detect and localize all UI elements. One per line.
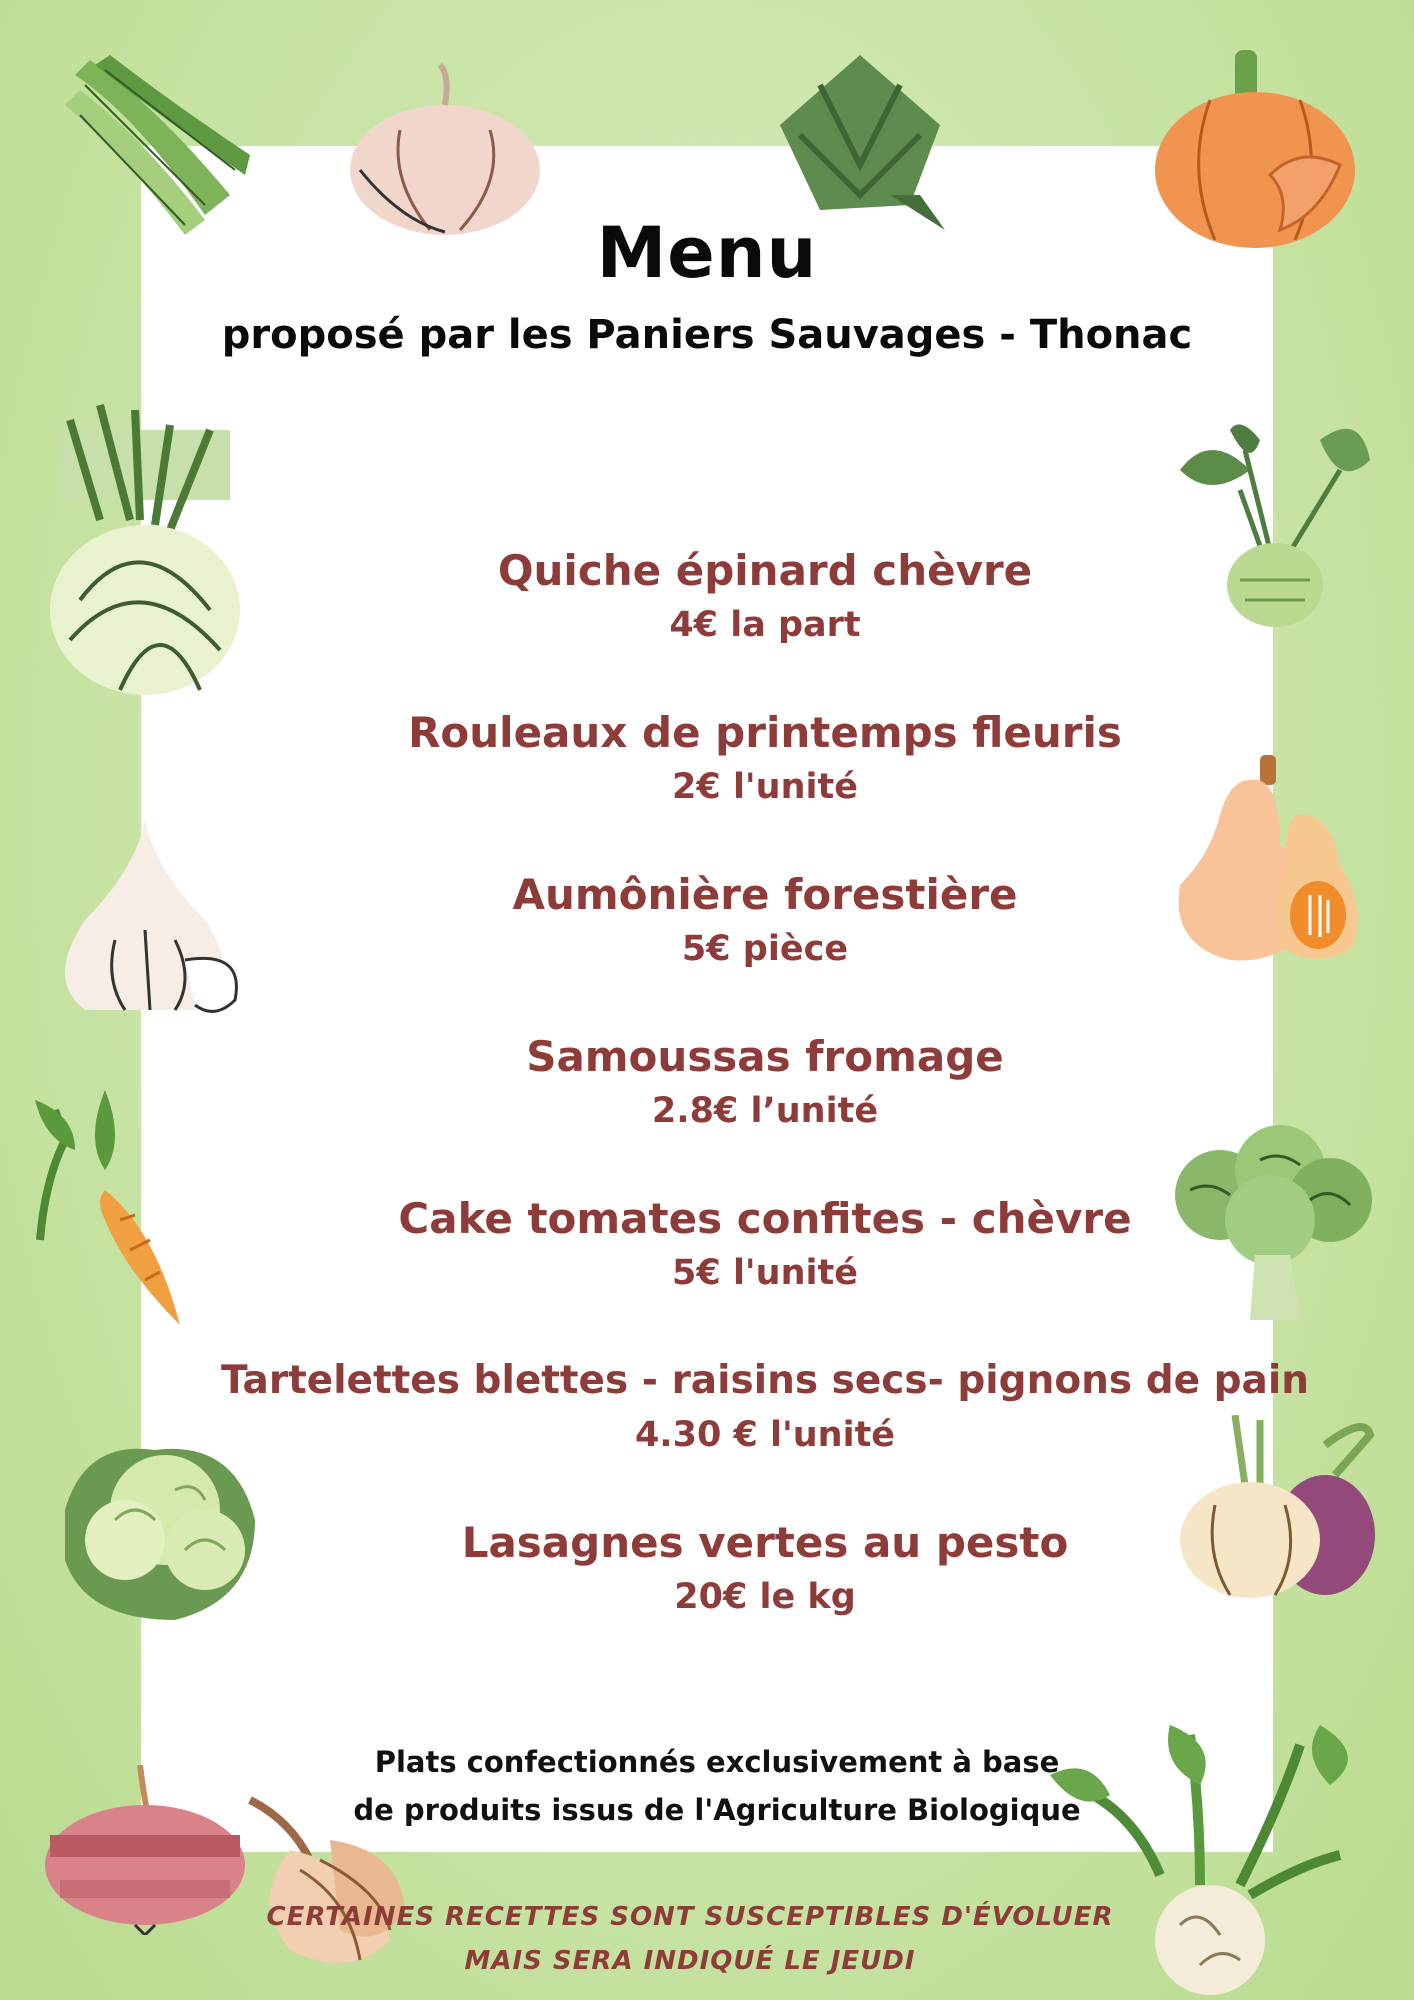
- menu-item-name: Samoussas fromage: [526, 1032, 1004, 1081]
- menu-item-price: 20€ le kg: [674, 1577, 856, 1617]
- page-title: Menu: [596, 212, 818, 294]
- menu-item: [200, 1029, 1330, 1191]
- disclaimer-line1: CERTAINES RECETTES SONT SUSCEPTIBLES D'ÉVOLUER: [266, 1902, 1114, 1932]
- menu-item: [200, 867, 1330, 1029]
- menu-list: [200, 543, 1330, 1677]
- menu-item-name: Quiche épinard chèvre: [497, 546, 1033, 595]
- organic-note-line2: de produits issus de l'Agriculture Biologique: [353, 1793, 1081, 1827]
- disclaimer: [240, 1895, 1140, 1983]
- menu-item: [200, 1353, 1330, 1515]
- menu-item-price: 2.8€ l’unité: [651, 1091, 879, 1131]
- disclaimer-line2: MAIS SERA INDIQUÉ LE JEUDI: [464, 1946, 916, 1976]
- menu-item-price: 2€ l'unité: [672, 767, 858, 807]
- organic-note: [0, 1738, 1414, 1834]
- carrot-icon: [35, 1090, 195, 1330]
- menu-item-name: Tartelettes blettes - raisins secs- pignons de pain: [220, 1358, 1310, 1403]
- menu-item-price: 5€ l'unité: [672, 1253, 858, 1293]
- menu-item-name: Aumônière forestière: [512, 870, 1018, 919]
- menu-item: [200, 1191, 1330, 1353]
- menu-item-name: Cake tomates confites - chèvre: [398, 1194, 1132, 1243]
- menu-item-price: 5€ pièce: [681, 929, 849, 969]
- menu-item-name: Lasagnes vertes au pesto: [461, 1518, 1069, 1567]
- menu-item-price: 4.30 € l'unité: [634, 1415, 896, 1455]
- menu-item: [200, 705, 1330, 867]
- artichoke-icon: [760, 45, 960, 235]
- menu-item: [200, 543, 1330, 705]
- menu-item: [200, 1515, 1330, 1677]
- menu-item-price: 4€ la part: [669, 605, 861, 645]
- page-subtitle: proposé par les Paniers Sauvages - Thonac: [221, 312, 1193, 358]
- organic-note-line1: Plats confectionnés exclusivement à base: [374, 1745, 1060, 1779]
- menu-item-name: Rouleaux de printemps fleuris: [408, 708, 1122, 757]
